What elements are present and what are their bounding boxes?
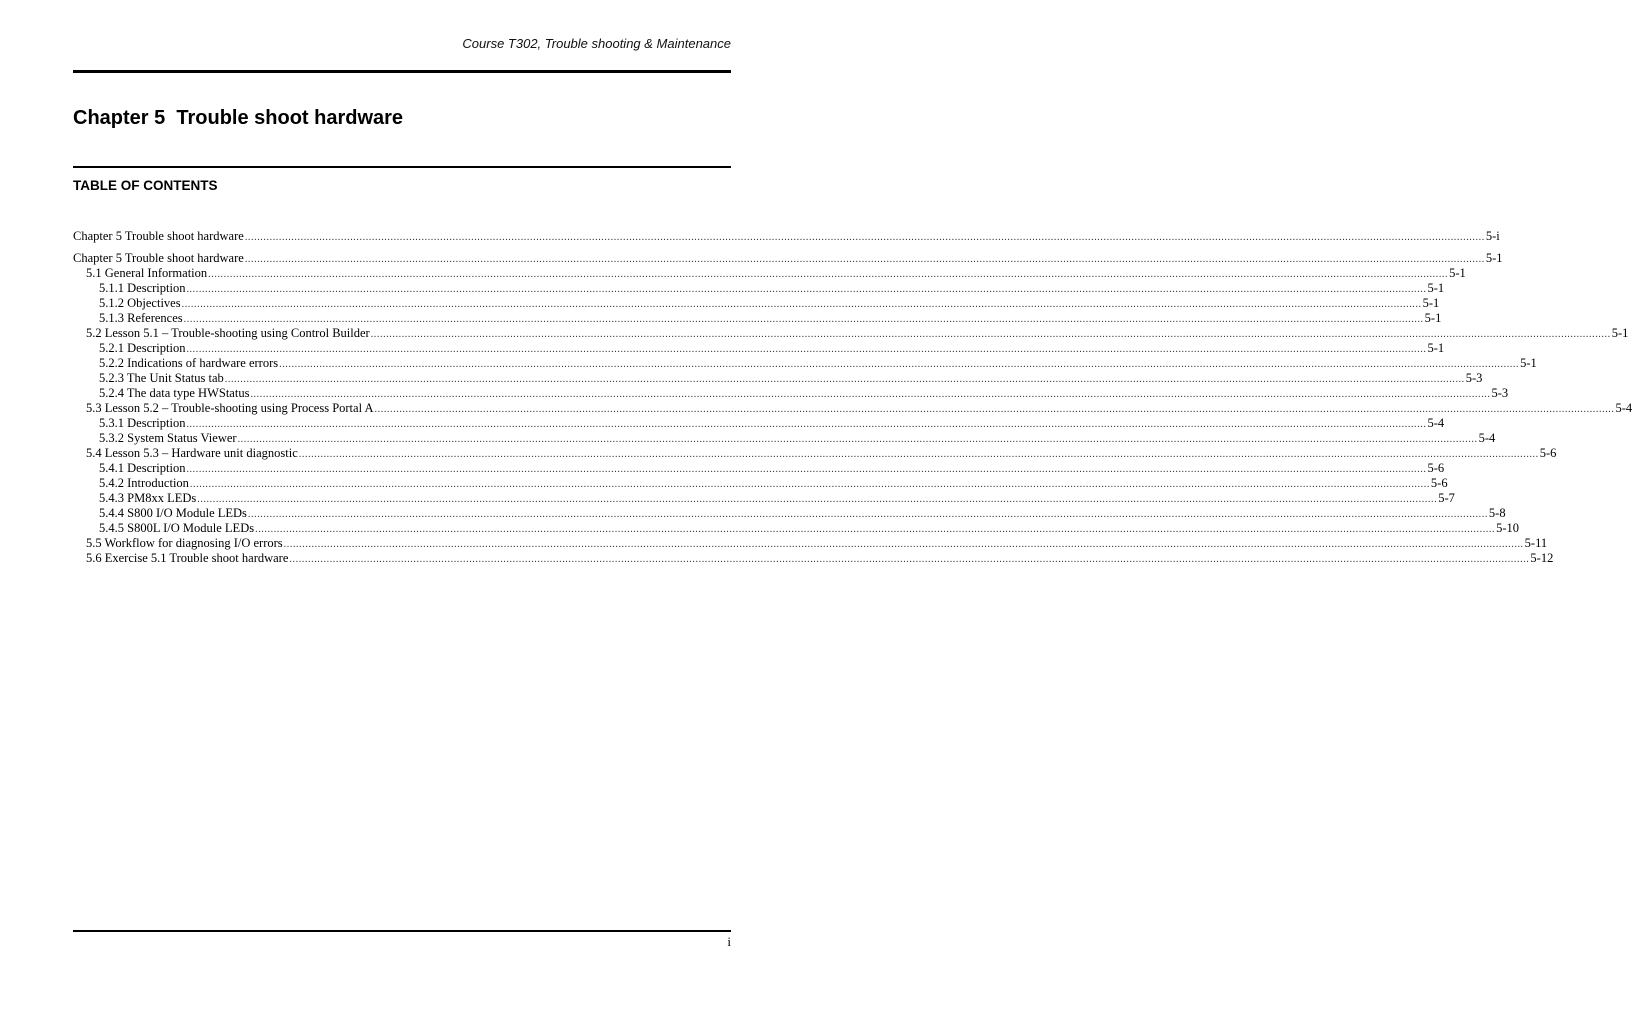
- toc-entry-page: 5-1: [1611, 326, 1629, 340]
- toc-entry-title: 5.3 Lesson 5.2 – Trouble-shooting using Process Portal A: [86, 401, 374, 415]
- toc-entry-title: 5.4.3 PM8xx LEDs: [99, 491, 197, 505]
- toc-entry-page: 5-3: [1465, 371, 1483, 385]
- toc-entry-title: 5.3.1 Description: [99, 416, 186, 430]
- toc-leader-dots: ................................................................................................................................................................................................................................................................................................................................................................................................................: [279, 359, 1520, 370]
- toc-entry[interactable]: [73, 476, 1448, 491]
- toc-entry-page: 5-4: [1478, 431, 1496, 445]
- toc-entry-title: 5.5 Workflow for diagnosing I/O errors: [86, 536, 283, 550]
- toc-entry-page: 5-1: [1427, 281, 1445, 295]
- title-rule: [73, 166, 731, 168]
- toc-entry[interactable]: [73, 326, 1629, 341]
- toc-leader-dots: ................................................................................................................................................................................................................................................................................................................................................................................................................: [186, 284, 1427, 295]
- footer-rule: [73, 930, 731, 932]
- toc-entry-page: 5-1: [1422, 296, 1440, 310]
- toc-heading: TABLE OF CONTENTS: [73, 178, 218, 193]
- toc-entry-page: 5-6: [1427, 461, 1445, 475]
- toc-entry-page: 5-6: [1430, 476, 1448, 490]
- toc-entry-title: 5.1.2 Objectives: [99, 296, 181, 310]
- toc-entry[interactable]: [73, 296, 1440, 311]
- toc-entry-page: 5-1: [1449, 266, 1466, 280]
- toc-entry-title: 5.2.4 The data type HWStatus: [99, 386, 250, 400]
- toc-entry-title: 5.3.2 System Status Viewer: [99, 431, 237, 445]
- toc-leader-dots: ................................................................................................................................................................................................................................................................................................................................................................................................................: [186, 344, 1427, 355]
- toc-leader-dots: ................................................................................................................................................................................................................................................................................................................................................................................................................: [186, 419, 1427, 430]
- table-of-contents: [73, 229, 1632, 566]
- toc-entry[interactable]: [73, 431, 1496, 446]
- toc-entry[interactable]: [73, 506, 1506, 521]
- toc-leader-dots: ................................................................................................................................................................................................................................................................................................................................................................................................................: [283, 539, 1524, 550]
- toc-leader-dots: ................................................................................................................................................................................................................................................................................................................................................................................................................: [298, 449, 1539, 460]
- toc-entry-page: 5-4: [1615, 401, 1632, 415]
- toc-leader-dots: ................................................................................................................................................................................................................................................................................................................................................................................................................: [183, 314, 1424, 325]
- toc-entry[interactable]: [73, 371, 1483, 386]
- toc-entry-title: 5.4.5 S800L I/O Module LEDs: [99, 521, 255, 535]
- toc-entry[interactable]: [73, 521, 1520, 536]
- toc-entry-page: 5-1: [1427, 341, 1445, 355]
- toc-leader-dots: ................................................................................................................................................................................................................................................................................................................................................................................................................: [244, 232, 1485, 243]
- toc-leader-dots: ................................................................................................................................................................................................................................................................................................................................................................................................................: [208, 269, 1449, 280]
- toc-entry-page: 5-1: [1424, 311, 1442, 325]
- toc-entry-page: 5-12: [1530, 551, 1554, 565]
- toc-entry[interactable]: [73, 446, 1557, 461]
- chapter-title: Chapter 5 Trouble shoot hardware: [73, 107, 404, 129]
- toc-entry-title: 5.4.1 Description: [99, 461, 186, 475]
- toc-entry[interactable]: [73, 229, 1500, 244]
- toc-entry-title: 5.6 Exercise 5.1 Trouble shoot hardware: [86, 551, 289, 565]
- toc-leader-dots: ................................................................................................................................................................................................................................................................................................................................................................................................................: [289, 554, 1530, 565]
- toc-entry-title: Chapter 5 Trouble shoot hardware: [73, 229, 244, 243]
- toc-entry-page: 5-10: [1496, 521, 1520, 535]
- toc-entry-page: 5-11: [1524, 536, 1548, 550]
- toc-entry-title: 5.1.3 References: [99, 311, 183, 325]
- toc-leader-dots: ................................................................................................................................................................................................................................................................................................................................................................................................................: [237, 434, 1478, 445]
- toc-entry[interactable]: [73, 461, 1445, 476]
- toc-entry[interactable]: [73, 356, 1537, 371]
- toc-leader-dots: ................................................................................................................................................................................................................................................................................................................................................................................................................: [181, 299, 1422, 310]
- header-rule: [73, 70, 731, 73]
- toc-leader-dots: ................................................................................................................................................................................................................................................................................................................................................................................................................: [374, 404, 1615, 415]
- toc-entry-page: 5-7: [1438, 491, 1455, 505]
- toc-entry-page: 5-1: [1520, 356, 1537, 370]
- toc-entry[interactable]: [73, 386, 1509, 401]
- toc-entry-page: 5-i: [1485, 229, 1500, 243]
- toc-entry-page: 5-3: [1491, 386, 1509, 400]
- toc-leader-dots: ................................................................................................................................................................................................................................................................................................................................................................................................................: [244, 254, 1485, 265]
- toc-entry-title: 5.4.2 Introduction: [99, 476, 189, 490]
- toc-entry-title: 5.2 Lesson 5.1 – Trouble-shooting using Control Builder: [86, 326, 370, 340]
- toc-leader-dots: ................................................................................................................................................................................................................................................................................................................................................................................................................: [186, 464, 1427, 475]
- toc-leader-dots: ................................................................................................................................................................................................................................................................................................................................................................................................................: [197, 494, 1438, 505]
- toc-entry-title: 5.2.2 Indications of hardware errors: [99, 356, 279, 370]
- toc-leader-dots: ................................................................................................................................................................................................................................................................................................................................................................................................................: [189, 479, 1430, 490]
- toc-entry[interactable]: [73, 491, 1455, 506]
- toc-entry[interactable]: [73, 551, 1554, 566]
- toc-entry-title: 5.2.3 The Unit Status tab: [99, 371, 224, 385]
- toc-entry-title: 5.1 General Information: [86, 266, 208, 280]
- toc-leader-dots: ................................................................................................................................................................................................................................................................................................................................................................................................................: [247, 509, 1488, 520]
- toc-entry-title: 5.2.1 Description: [99, 341, 186, 355]
- toc-entry-page: 5-4: [1427, 416, 1445, 430]
- toc-entry[interactable]: [73, 251, 1503, 266]
- running-header: Course T302, Trouble shooting & Maintenance: [462, 36, 731, 51]
- toc-entry-page: 5-6: [1539, 446, 1557, 460]
- toc-entry[interactable]: [73, 311, 1442, 326]
- toc-entry[interactable]: [73, 416, 1445, 431]
- toc-entry-title: Chapter 5 Trouble shoot hardware: [73, 251, 244, 265]
- toc-entry-title: 5.1.1 Description: [99, 281, 186, 295]
- toc-leader-dots: ................................................................................................................................................................................................................................................................................................................................................................................................................: [255, 524, 1496, 535]
- toc-entry[interactable]: [73, 401, 1632, 416]
- toc-leader-dots: ................................................................................................................................................................................................................................................................................................................................................................................................................: [224, 374, 1465, 385]
- toc-leader-dots: ................................................................................................................................................................................................................................................................................................................................................................................................................: [370, 329, 1611, 340]
- toc-leader-dots: ................................................................................................................................................................................................................................................................................................................................................................................................................: [250, 389, 1491, 400]
- toc-entry[interactable]: [73, 266, 1466, 281]
- page-number: i: [727, 934, 731, 949]
- toc-entry-title: 5.4 Lesson 5.3 – Hardware unit diagnostic: [86, 446, 298, 460]
- toc-entry[interactable]: [73, 281, 1445, 296]
- toc-entry[interactable]: [73, 341, 1445, 356]
- toc-entry[interactable]: [73, 536, 1548, 551]
- toc-entry-title: 5.4.4 S800 I/O Module LEDs: [99, 506, 247, 520]
- toc-entry-page: 5-1: [1485, 251, 1503, 265]
- toc-entry-page: 5-8: [1488, 506, 1506, 520]
